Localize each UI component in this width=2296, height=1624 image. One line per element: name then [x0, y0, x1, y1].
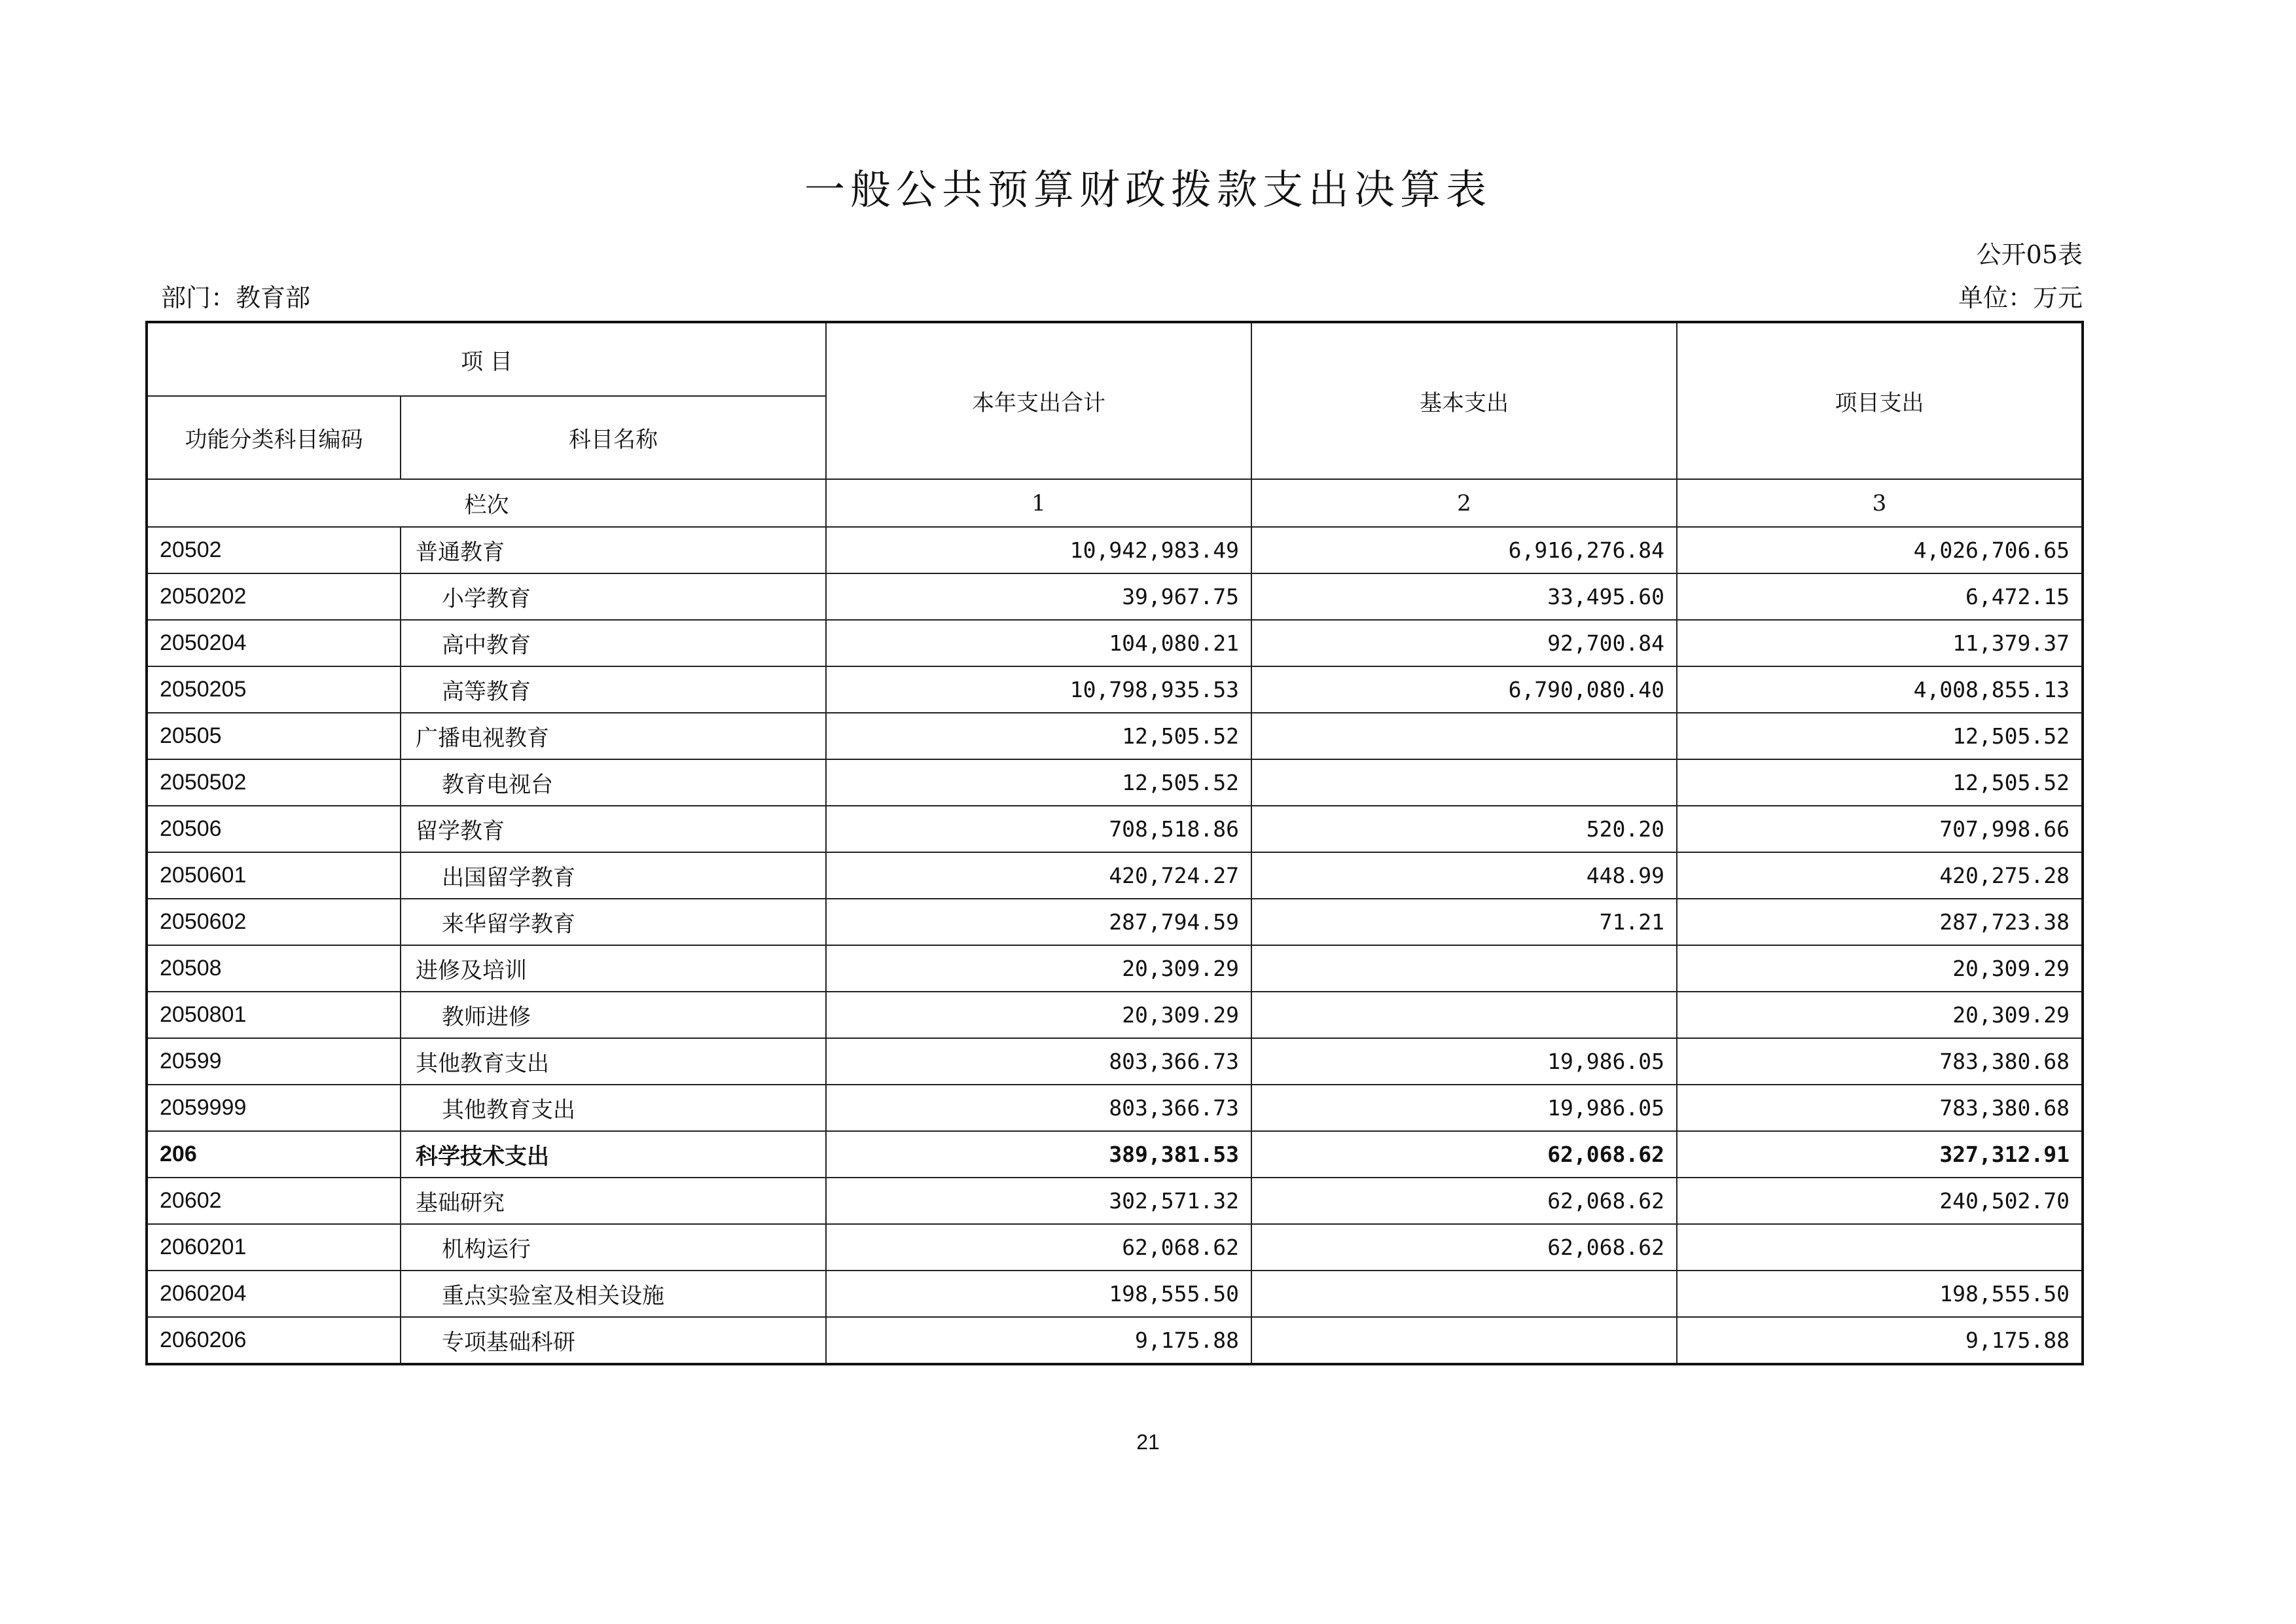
header-name: 科目名称	[401, 396, 826, 479]
row-code: 2050202	[147, 573, 401, 620]
row-code: 20599	[147, 1038, 401, 1085]
table-row	[147, 759, 2083, 806]
row-name: 进修及培训	[401, 945, 826, 992]
row-name: 机构运行	[401, 1224, 826, 1271]
row-name: 重点实验室及相关设施	[401, 1271, 826, 1317]
table-row	[147, 1224, 2083, 1271]
row-project: 327,312.91	[1677, 1131, 2083, 1178]
page-number: 21	[1136, 1430, 1160, 1454]
row-project: 12,505.52	[1677, 713, 2083, 759]
row-total: 302,571.32	[826, 1178, 1251, 1224]
row-project: 11,379.37	[1677, 620, 2083, 666]
row-name: 科学技术支出	[401, 1131, 826, 1178]
row-project: 4,008,855.13	[1677, 666, 2083, 713]
row-project: 9,175.88	[1677, 1317, 2083, 1364]
row-basic: 6,916,276.84	[1251, 527, 1677, 573]
row-code: 2060206	[147, 1317, 401, 1364]
column-1: 1	[826, 479, 1251, 527]
row-project: 12,505.52	[1677, 759, 2083, 806]
row-project	[1677, 1224, 2083, 1271]
row-project: 6,472.15	[1677, 573, 2083, 620]
row-name: 专项基础科研	[401, 1317, 826, 1364]
row-basic: 71.21	[1251, 899, 1677, 945]
row-project: 783,380.68	[1677, 1038, 2083, 1085]
column-3: 3	[1677, 479, 2083, 527]
table-row	[147, 620, 2083, 666]
row-project: 707,998.66	[1677, 806, 2083, 852]
row-code: 2050601	[147, 852, 401, 899]
row-total: 20,309.29	[826, 945, 1251, 992]
table-row	[147, 806, 2083, 852]
row-total: 420,724.27	[826, 852, 1251, 899]
row-project: 783,380.68	[1677, 1085, 2083, 1131]
table-row	[147, 1317, 2083, 1364]
table-row	[147, 852, 2083, 899]
row-project: 240,502.70	[1677, 1178, 2083, 1224]
row-total: 10,798,935.53	[826, 666, 1251, 713]
row-basic	[1251, 1317, 1677, 1364]
row-project: 20,309.29	[1677, 945, 2083, 992]
table-row	[147, 1271, 2083, 1317]
row-code: 2050801	[147, 992, 401, 1038]
row-total: 62,068.62	[826, 1224, 1251, 1271]
column-number-row	[147, 479, 2083, 527]
row-name: 基础研究	[401, 1178, 826, 1224]
header-item: 项 目	[147, 322, 826, 396]
row-name: 留学教育	[401, 806, 826, 852]
row-name: 来华留学教育	[401, 899, 826, 945]
row-name: 教师进修	[401, 992, 826, 1038]
row-code: 2059999	[147, 1085, 401, 1131]
table-row	[147, 527, 2083, 573]
table-row	[147, 1085, 2083, 1131]
row-total: 39,967.75	[826, 573, 1251, 620]
row-code: 2050602	[147, 899, 401, 945]
table-row	[147, 1178, 2083, 1224]
header-row-1	[147, 322, 2083, 396]
row-code: 2060201	[147, 1224, 401, 1271]
row-total: 12,505.52	[826, 759, 1251, 806]
row-basic	[1251, 713, 1677, 759]
table-row	[147, 666, 2083, 713]
row-project: 20,309.29	[1677, 992, 2083, 1038]
row-name: 教育电视台	[401, 759, 826, 806]
row-total: 104,080.21	[826, 620, 1251, 666]
row-project: 4,026,706.65	[1677, 527, 2083, 573]
row-basic	[1251, 1271, 1677, 1317]
table-row	[147, 945, 2083, 992]
row-code: 2050204	[147, 620, 401, 666]
header-basic: 基本支出	[1251, 322, 1677, 479]
row-name: 高等教育	[401, 666, 826, 713]
row-code: 2050205	[147, 666, 401, 713]
row-basic: 6,790,080.40	[1251, 666, 1677, 713]
row-code: 206	[147, 1131, 401, 1178]
row-name: 高中教育	[401, 620, 826, 666]
expenditure-table	[145, 321, 2084, 1365]
header-code: 功能分类科目编码	[147, 396, 401, 479]
header-project: 项目支出	[1677, 322, 2083, 479]
row-project: 198,555.50	[1677, 1271, 2083, 1317]
row-code: 20505	[147, 713, 401, 759]
row-name: 普通教育	[401, 527, 826, 573]
table-row	[147, 1131, 2083, 1178]
row-basic: 33,495.60	[1251, 573, 1677, 620]
row-code: 20508	[147, 945, 401, 992]
row-total: 389,381.53	[826, 1131, 1251, 1178]
header-total: 本年支出合计	[826, 322, 1251, 479]
row-name: 其他教育支出	[401, 1085, 826, 1131]
table-row	[147, 1038, 2083, 1085]
row-code: 20602	[147, 1178, 401, 1224]
row-basic: 19,986.05	[1251, 1038, 1677, 1085]
row-basic	[1251, 759, 1677, 806]
row-basic: 62,068.62	[1251, 1131, 1677, 1178]
row-code: 20506	[147, 806, 401, 852]
table-row	[147, 713, 2083, 759]
row-basic: 520.20	[1251, 806, 1677, 852]
row-basic: 92,700.84	[1251, 620, 1677, 666]
row-basic: 448.99	[1251, 852, 1677, 899]
row-project: 287,723.38	[1677, 899, 2083, 945]
row-name: 小学教育	[401, 573, 826, 620]
table-row	[147, 899, 2083, 945]
row-basic: 62,068.62	[1251, 1224, 1677, 1271]
row-total: 287,794.59	[826, 899, 1251, 945]
row-total: 803,366.73	[826, 1038, 1251, 1085]
page-title: 一般公共预算财政拨款支出决算表	[804, 166, 1492, 213]
table-number: 公开05表	[1976, 240, 2083, 269]
row-total: 20,309.29	[826, 992, 1251, 1038]
unit-label: 单位：万元	[1958, 283, 2083, 312]
row-name: 广播电视教育	[401, 713, 826, 759]
table-row	[147, 573, 2083, 620]
row-total: 10,942,983.49	[826, 527, 1251, 573]
row-total: 12,505.52	[826, 713, 1251, 759]
row-name: 出国留学教育	[401, 852, 826, 899]
department-label: 部门：教育部	[161, 283, 311, 312]
row-basic	[1251, 992, 1677, 1038]
row-total: 198,555.50	[826, 1271, 1251, 1317]
row-code: 20502	[147, 527, 401, 573]
row-basic: 19,986.05	[1251, 1085, 1677, 1131]
row-project: 420,275.28	[1677, 852, 2083, 899]
row-code: 2060204	[147, 1271, 401, 1317]
row-total: 9,175.88	[826, 1317, 1251, 1364]
row-total: 803,366.73	[826, 1085, 1251, 1131]
row-name: 其他教育支出	[401, 1038, 826, 1085]
row-code: 2050502	[147, 759, 401, 806]
column-label: 栏次	[147, 479, 826, 527]
row-total: 708,518.86	[826, 806, 1251, 852]
column-2: 2	[1251, 479, 1677, 527]
row-basic	[1251, 945, 1677, 992]
row-basic: 62,068.62	[1251, 1178, 1677, 1224]
table-row	[147, 992, 2083, 1038]
